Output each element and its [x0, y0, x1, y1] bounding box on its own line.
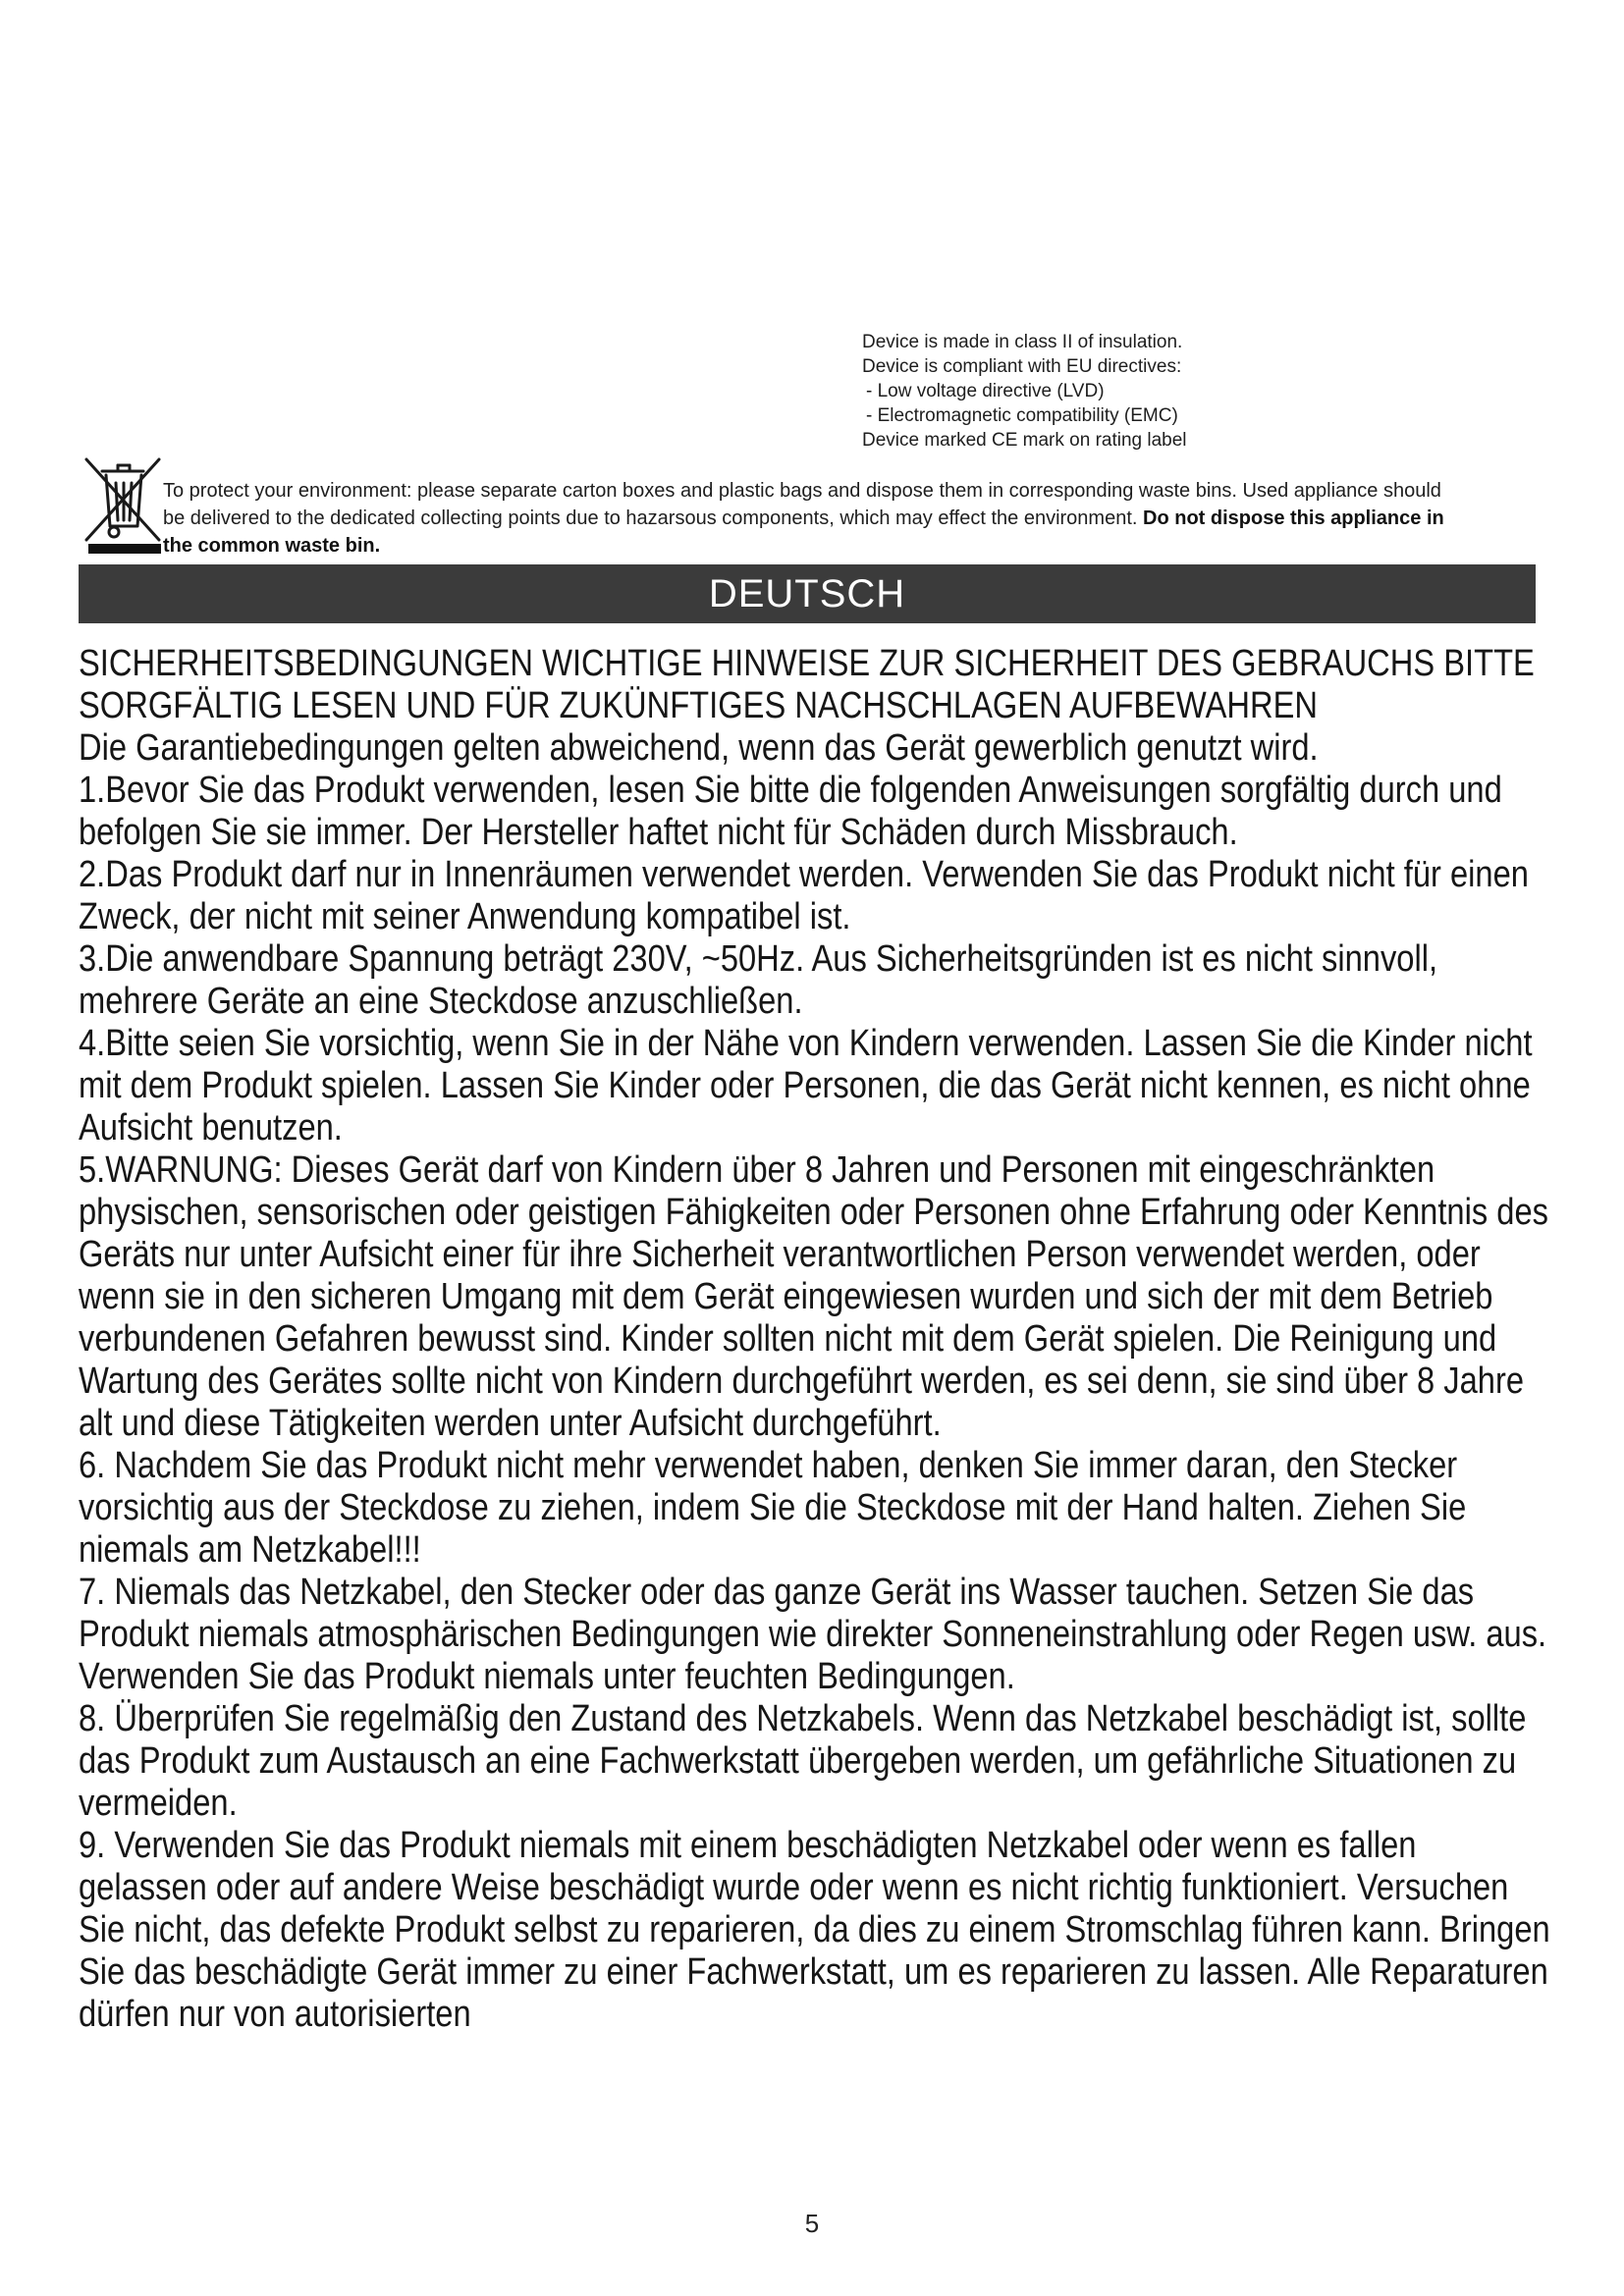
compliance-block: [862, 330, 1549, 453]
crossed-out-wheelie-bin-icon: [81, 454, 165, 544]
safety-item: 4.Bitte seien Sie vorsichtig, wenn Sie in der Nähe von Kindern verwenden. Lassen Sie die Kinder nicht mit dem Produkt spielen. Lassen Sie Kinder oder Personen, die das Gerät nicht kennen, es nicht ohne Aufsicht benutzen.: [79, 1023, 1533, 1148]
safety-item: 5.WARNUNG: Dieses Gerät darf von Kindern über 8 Jahren und Personen mit eingeschränkten physischen, sensorischen oder geistigen Fähigkeiten oder Personen ohne Erfahrung oder Kenntnis des Geräts nur unter Aufsicht einer für ihre Sicherheit verantwortlichen Person verwendet werden, oder wenn sie in den sicheren Umgang mit dem Gerät eingewiesen wurden und sich der mit dem Betrieb verbundenen Gefahren bewusst sind. Kinder sollten nicht mit dem Gerät spielen. Die Reinigung und Wartung des Gerätes sollte nicht von Kindern durchgeführt werden, es sei denn, sie sind über 8 Jahre alt und diese Tätigkeiten werden unter Aufsicht durchgeführt.: [79, 1149, 1548, 1444]
safety-item: 1.Bevor Sie das Produkt verwenden, lesen Sie bitte die folgenden Anweisungen sorgfältig durch und befolgen Sie sie immer. Der Hersteller haftet nicht für Schäden durch Missbrauch.: [79, 770, 1502, 853]
compliance-line: - Electromagnetic compatibility (EMC): [866, 405, 1178, 426]
compliance-line: Device is made in class II of insulation.: [862, 332, 1183, 352]
page-number: 5: [804, 2209, 820, 2238]
compliance-line: - Low voltage directive (LVD): [866, 381, 1105, 401]
safety-heading: SICHERHEITSBEDINGUNGEN WICHTIGE HINWEISE ZUR SICHERHEIT DES GEBRAUCHS BITTE SORGFÄLTIG LESEN UND FÜR ZUKÜNFTIGES NACHSCHLAGEN AUFBEWAHREN: [79, 643, 1535, 726]
environment-notice-line: [163, 532, 1538, 560]
environment-notice-emphasis: Do not dispose this appliance in: [1143, 507, 1444, 529]
warranty-note: Die Garantiebedingungen gelten abweichend, wenn das Gerät gewerblich genutzt wird.: [79, 727, 1319, 769]
environment-notice-emphasis: the common waste bin.: [163, 535, 381, 557]
safety-item: 8. Überprüfen Sie regelmäßig den Zustand des Netzkabels. Wenn das Netzkabel beschädigt ist, sollte das Produkt zum Austausch an eine Fachwerkstatt übergeben werden, um gefährliche Situationen zu vermeiden.: [79, 1698, 1527, 1824]
language-section-header: [79, 564, 1536, 623]
safety-item: 3.Die anwendbare Spannung beträgt 230V, ~50Hz. Aus Sicherheitsgründen ist es nicht sinnvoll, mehrere Geräte an eine Steckdose anzuschließen.: [79, 938, 1438, 1022]
environment-notice-line: To protect your environment: please separate carton boxes and plastic bags and dispose them in corresponding waste bins. Used appliance should: [163, 480, 1441, 502]
safety-item: 2.Das Produkt darf nur in Innenräumen verwendet werden. Verwenden Sie das Produkt nicht für einen Zweck, der nicht mit seiner Anwendung kompatibel ist.: [79, 854, 1529, 937]
safety-item: 6. Nachdem Sie das Produkt nicht mehr verwendet haben, denken Sie immer daran, den Stecker vorsichtig aus der Steckdose zu ziehen, indem Sie die Steckdose mit der Hand halten. Ziehen Sie niemals am Netzkabel!!!: [79, 1445, 1467, 1571]
environment-notice: [163, 477, 1538, 560]
compliance-line: Device is compliant with EU directives:: [862, 356, 1182, 377]
safety-instructions: [79, 643, 1552, 2036]
compliance-line: Device marked CE mark on rating label: [862, 430, 1187, 451]
environment-notice-text: be delivered to the dedicated collecting points due to hazarsous components, which may effect the environment.: [163, 507, 1144, 529]
language-section-title: DEUTSCH: [708, 571, 906, 615]
environment-notice-line: [163, 505, 1538, 532]
weee-underline-bar: [88, 544, 161, 554]
safety-item: 7. Niemals das Netzkabel, den Stecker oder das ganze Gerät ins Wasser tauchen. Setzen Sie das Produkt niemals atmosphärischen Bedingungen wie direkter Sonneneinstrahlung oder Regen usw. aus. Verwenden Sie das Produkt niemals unter feuchten Bedingungen.: [79, 1572, 1547, 1697]
safety-item: 9. Verwenden Sie das Produkt niemals mit einem beschädigten Netzkabel oder wenn es fallen gelassen oder auf andere Weise beschädigt wurde oder wenn es nicht richtig funktioniert. Versuchen Sie nicht, das defekte Produkt selbst zu reparieren, da dies zu einem Stromschlag führen kann. Bringen Sie das beschädigte Gerät immer zu einer Fachwerkstatt, um es reparieren zu lassen. Alle Reparaturen dürfen nur von autorisierten: [79, 1825, 1550, 2035]
